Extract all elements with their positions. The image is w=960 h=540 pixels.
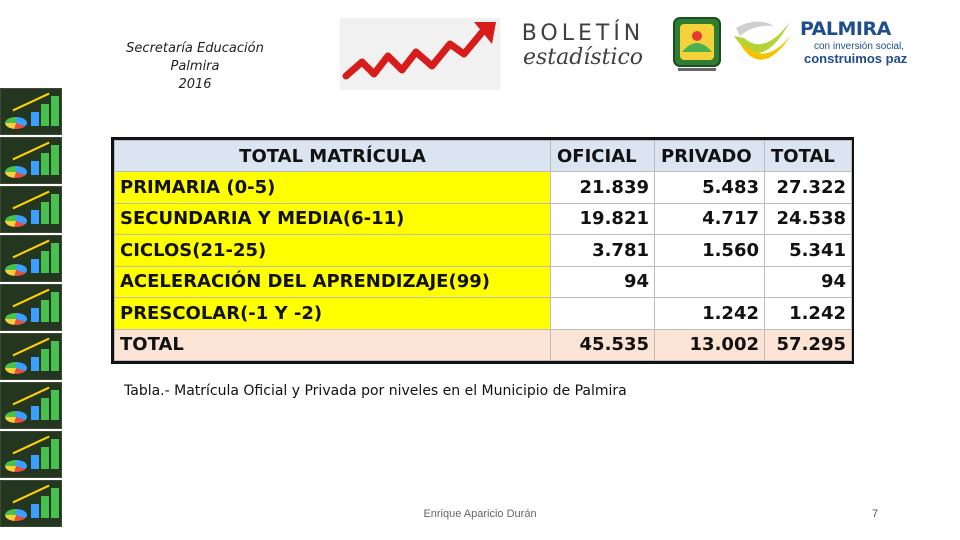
page-number: 7 <box>872 508 879 520</box>
footer-author: Enrique Aparicio Durán <box>423 508 537 520</box>
boletin-title: BOLETÍN <box>521 21 645 46</box>
logo-title: PALMIRA <box>800 18 891 40</box>
table-row <box>115 298 852 330</box>
cell-privado: 1.560 <box>655 235 765 267</box>
row-label: CICLOS(21-25) <box>115 235 551 267</box>
cell-oficial: 3.781 <box>551 235 655 267</box>
cell-privado: 4.717 <box>655 203 765 235</box>
table-header-row <box>115 141 852 172</box>
row-label: PRIMARIA (0-5) <box>115 172 551 204</box>
chart-thumbnail-icon <box>0 382 62 429</box>
boletin-subtitle: estadístico <box>522 45 644 70</box>
org-heading <box>110 40 280 94</box>
org-line-3: 2016 <box>178 77 212 92</box>
table-total-row <box>115 329 852 361</box>
logo-subtitle-2: construimos paz <box>804 51 908 66</box>
cell-total: 1.242 <box>765 298 852 330</box>
boletin-logo <box>518 22 648 70</box>
trend-arrow-icon <box>340 18 500 90</box>
cell-oficial: 45.535 <box>551 329 655 361</box>
chart-thumbnail-icon <box>0 431 62 478</box>
logo-subtitle-1: con inversión social, <box>814 41 905 52</box>
municipal-shield-icon <box>672 16 722 74</box>
cell-privado: 1.242 <box>655 298 765 330</box>
table-row <box>115 172 852 204</box>
thumbnail-strip <box>0 88 62 528</box>
row-label: ACELERACIÓN DEL APRENDIZAJE(99) <box>115 266 551 298</box>
header-total-matricula: TOTAL MATRÍCULA <box>115 141 551 172</box>
cell-oficial: 19.821 <box>551 203 655 235</box>
cell-privado: 5.483 <box>655 172 765 204</box>
table-row <box>115 235 852 267</box>
chart-thumbnail-icon <box>0 186 62 233</box>
chart-thumbnail-icon <box>0 480 62 527</box>
palmira-swoosh-icon <box>730 16 794 74</box>
palmira-logo <box>730 14 908 76</box>
chart-thumbnail-icon <box>0 284 62 331</box>
table-caption: Tabla.- Matrícula Oficial y Privada por niveles en el Municipio de Palmira <box>124 383 627 399</box>
table-row <box>115 203 852 235</box>
row-label: SECUNDARIA Y MEDIA(6-11) <box>115 203 551 235</box>
cell-privado: 13.002 <box>655 329 765 361</box>
row-label: TOTAL <box>115 329 551 361</box>
chart-thumbnail-icon <box>0 88 62 135</box>
chart-thumbnail-icon <box>0 235 62 282</box>
cell-total: 57.295 <box>765 329 852 361</box>
header-total: TOTAL <box>765 141 852 172</box>
chart-thumbnail-icon <box>0 137 62 184</box>
cell-oficial: 94 <box>551 266 655 298</box>
table-row <box>115 266 852 298</box>
cell-oficial: 21.839 <box>551 172 655 204</box>
cell-total: 5.341 <box>765 235 852 267</box>
cell-total: 94 <box>765 266 852 298</box>
org-line-1: Secretaría Educación <box>126 41 264 56</box>
header-oficial: OFICIAL <box>551 141 655 172</box>
org-line-2: Palmira <box>170 59 220 74</box>
cell-privado <box>655 266 765 298</box>
row-label: PRESCOLAR(-1 Y -2) <box>115 298 551 330</box>
cell-total: 27.322 <box>765 172 852 204</box>
header-privado: PRIVADO <box>655 141 765 172</box>
cell-oficial <box>551 298 655 330</box>
cell-total: 24.538 <box>765 203 852 235</box>
chart-thumbnail-icon <box>0 333 62 380</box>
enrollment-table <box>111 137 854 364</box>
